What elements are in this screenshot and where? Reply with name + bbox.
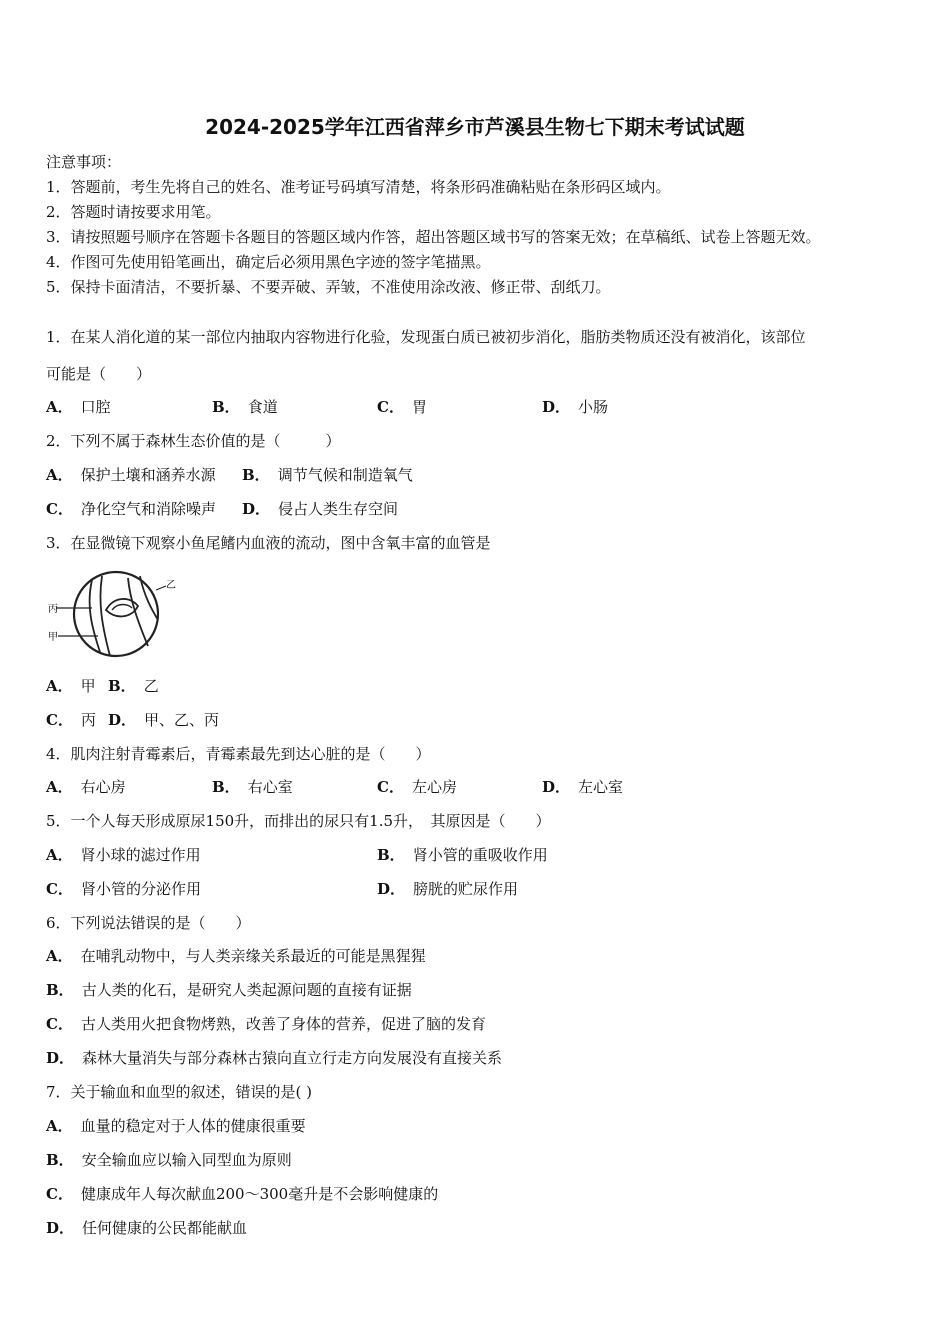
option-text: 左心室 [578,778,624,796]
option-label: B． [212,398,240,416]
option-c [46,499,216,519]
fish-tail-blood-vessel-figure [48,566,180,660]
option-label: D． [542,398,571,416]
option-text: 甲、乙、丙 [144,711,220,729]
option-text: 右心房 [80,778,126,796]
vessel-line [128,578,148,646]
option-label: A． [46,677,73,695]
option-label: B． [377,846,405,864]
option-text: 胃 [411,398,427,416]
option-label: B． [108,677,136,695]
option-text: 丙 [80,711,96,729]
option-label: C． [46,500,73,518]
option-label: B． [242,466,270,484]
option-d [377,879,518,899]
option-a [46,676,96,696]
option-text: 古人类用火把食物烤熟，改善了身体的营养，促进了脑的发育 [80,1015,486,1033]
question-7-stem: 7．关于输血和血型的叙述，错误的是( ) [46,1083,313,1101]
notice-item: 4．作图可先使用铅笔画出，确定后必须用黑色字迹的签字笔描黑。 [46,253,491,271]
option-text: 健康成年人每次献血200～300毫升是不会影响健康的 [80,1185,439,1203]
option-c [377,777,457,797]
option-a [46,465,216,485]
figure-label-bing: 丙 [48,604,58,615]
label-pointer-yi [156,586,166,590]
option-d [542,397,608,417]
option-label: B． [46,981,74,999]
option-text: 小肠 [578,398,609,416]
option-text: 调节气候和制造氧气 [277,466,413,484]
question-2-stem: 2．下列不属于森林生态价值的是（ ） [46,432,341,450]
option-label: C． [46,1185,73,1203]
option-label: D． [108,711,137,729]
question-3-stem: 3．在显微镜下观察小鱼尾鳍内血液的流动，图中含氧丰富的血管是 [46,534,491,552]
vessel-branch [112,605,132,611]
question-1-stem-cont: 可能是（ ） [46,365,152,383]
option-label: A． [46,466,73,484]
option-a [46,845,201,865]
figure-label-jia: 甲 [48,632,58,643]
option-text: 肾小管的重吸收作用 [412,846,548,864]
option-label: C． [377,398,404,416]
option-label: C． [377,778,404,796]
option-d [242,499,398,519]
option-c [46,879,201,899]
question-5-stem: 5．一个人每天形成原尿150升，而排出的尿只有1.5升， 其原因是（ ） [46,812,551,830]
option-b [46,980,412,1000]
option-text: 净化空气和消除噪声 [80,500,216,518]
option-label: C． [46,711,73,729]
option-text: 右心室 [247,778,293,796]
question-4-stem: 4．肌肉注射青霉素后，青霉素最先到达心脏的是（ ） [46,745,431,763]
option-b [212,777,293,797]
option-b [108,676,159,696]
option-label: D． [542,778,571,796]
option-text: 乙 [143,677,159,695]
option-a [46,1116,306,1136]
option-text: 侵占人类生存空间 [278,500,399,518]
option-text: 安全输血应以输入同型血为原则 [81,1151,292,1169]
option-a [46,397,111,417]
option-text: 肾小管的分泌作用 [80,880,201,898]
notice-item: 3．请按照题号顺序在答题卡各题目的答题区域内作答，超出答题区域书写的答案无效；在草稿纸、试卷上答题无效。 [46,228,821,246]
option-label: A． [46,947,73,965]
vessel-line [100,576,110,656]
option-d [46,1048,502,1068]
option-d [46,1218,247,1238]
option-b [242,465,413,485]
option-c [46,1014,486,1034]
option-b [212,397,278,417]
question-6-stem: 6．下列说法错误的是（ ） [46,914,251,932]
option-label: A． [46,1117,73,1135]
option-d [542,777,623,797]
notice-heading: 注意事项： [46,153,122,171]
option-d [108,710,219,730]
option-a [46,946,426,966]
question-1-stem: 1．在某人消化道的某一部位内抽取内容物进行化验，发现蛋白质已被初步消化，脂肪类物质还没有被消化，该部位 [46,328,806,346]
notice-item: 5．保持卡面清洁，不要折暴、不要弄破、弄皱，不准使用涂改液、修正带、刮纸刀。 [46,278,611,296]
notice-item: 1．答题前，考生先将自己的姓名、准考证号码填写清楚，将条形码准确粘贴在条形码区域内。 [46,178,671,196]
option-text: 甲 [80,677,96,695]
option-label: D． [46,1219,75,1237]
option-text: 膀胱的贮尿作用 [413,880,519,898]
option-label: B． [46,1151,74,1169]
option-label: D． [242,500,271,518]
option-c [46,710,96,730]
page-title: 2024-2025学年江西省萍乡市芦溪县生物七下期末考试试题 [205,115,745,139]
option-text: 保护土壤和涵养水源 [80,466,216,484]
option-label: A． [46,778,73,796]
option-text: 任何健康的公民都能献血 [82,1219,248,1237]
option-b [377,845,548,865]
option-text: 森林大量消失与部分森林古猿向直立行走方向发展没有直接关系 [82,1049,503,1067]
option-label: B． [212,778,240,796]
microscope-field-circle [74,572,158,656]
option-text: 在哺乳动物中，与人类亲缘关系最近的可能是黑猩猩 [80,947,426,965]
option-label: A． [46,846,73,864]
option-label: D． [377,880,406,898]
option-b [46,1150,292,1170]
option-a [46,777,126,797]
option-c [377,397,427,417]
option-label: C． [46,1015,73,1033]
option-c [46,1184,438,1204]
option-label: A． [46,398,73,416]
option-label: C． [46,880,73,898]
option-label: D． [46,1049,75,1067]
option-text: 食道 [247,398,278,416]
option-text: 血量的稳定对于人体的健康很重要 [80,1117,306,1135]
option-text: 左心房 [411,778,457,796]
option-text: 口腔 [80,398,111,416]
figure-label-yi: 乙 [166,580,176,591]
option-text: 肾小球的滤过作用 [80,846,201,864]
notice-item: 2．答题时请按要求用笔。 [46,203,221,221]
vessel-line [90,580,100,652]
option-text: 古人类的化石，是研究人类起源问题的直接有证据 [81,981,412,999]
